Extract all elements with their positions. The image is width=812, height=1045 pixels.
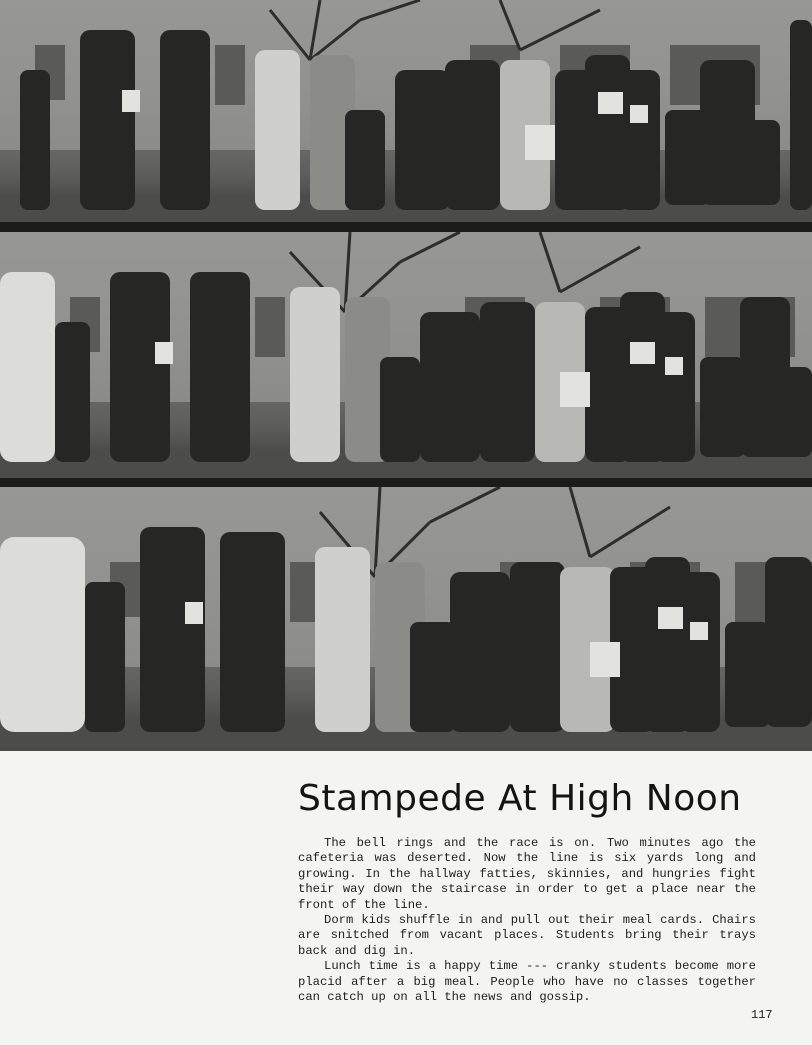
students-crowd-photo (0, 0, 812, 222)
strip-divider (0, 747, 812, 751)
photo-strip-bottom (0, 487, 812, 747)
article-paragraph: Dorm kids shuffle in and pull out their meal cards. Chairs are snitched from vacant places. Students bring their trays back and dig in. (298, 913, 756, 958)
photo-strip-top (0, 0, 812, 222)
article-body (298, 836, 756, 1005)
article-paragraph: Lunch time is a happy time --- cranky students become more placid after a big meal. People who have no classes together can catch up on all the news and gossip. (298, 959, 756, 1005)
photo-strip-middle (0, 232, 812, 478)
students-crowd-photo (0, 232, 812, 478)
article-paragraph: The bell rings and the race is on. Two minutes ago the cafeteria was deserted. Now the line is six yards long and growing. In the hallway fatties, skinnies, and hungries fight their way down the staircase in order to get a place near the front of the line. (298, 836, 756, 912)
strip-divider (0, 478, 812, 487)
students-crowd-photo (0, 487, 812, 747)
strip-divider (0, 222, 812, 232)
article-title: Stampede At High Noon (298, 778, 742, 819)
page-number: 117 (751, 1008, 773, 1022)
